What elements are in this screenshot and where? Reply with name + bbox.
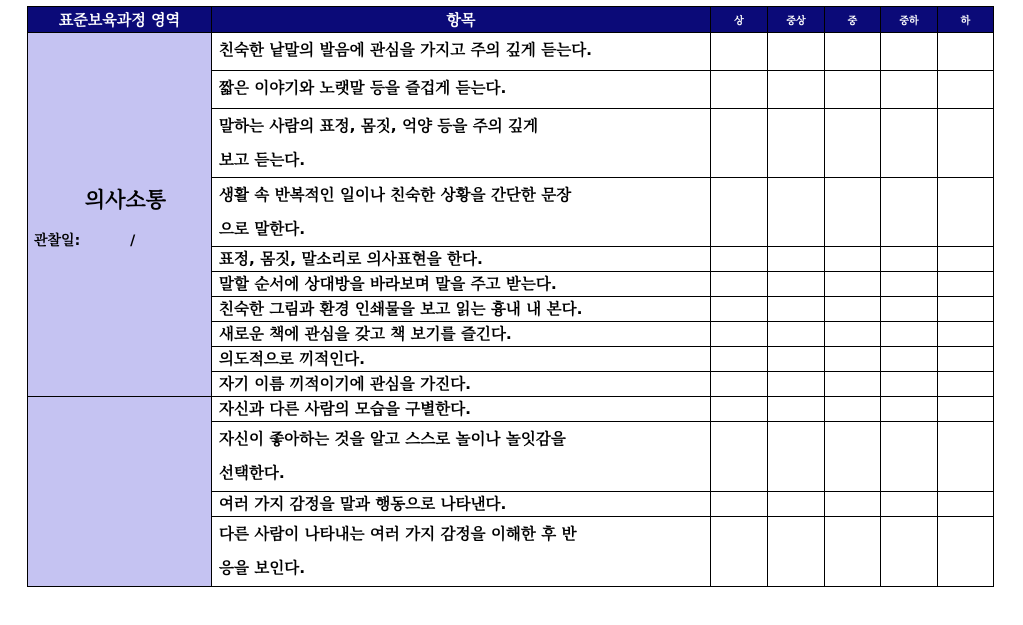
rating-cell[interactable] [711, 397, 768, 422]
rating-cell[interactable] [768, 71, 825, 109]
rating-cell[interactable] [938, 322, 994, 347]
area-cell-section-2 [28, 397, 212, 587]
rating-cell[interactable] [711, 33, 768, 71]
rating-cell[interactable] [711, 322, 768, 347]
rating-cell[interactable] [711, 109, 768, 178]
assessment-table [27, 6, 994, 587]
rating-cell[interactable] [768, 297, 825, 322]
rating-cell[interactable] [768, 247, 825, 272]
item-text: 말하는 사람의 표정, 몸짓, 억양 등을 주의 깊게 보고 듣는다. [212, 109, 711, 178]
item-text: 말할 순서에 상대방을 바라보며 말을 주고 받는다. [212, 272, 711, 297]
header-area: 표준보육과정 영역 [28, 7, 212, 33]
rating-cell[interactable] [825, 422, 881, 492]
item-text: 표정, 몸짓, 말소리로 의사표현을 한다. [212, 247, 711, 272]
rating-cell[interactable] [825, 492, 881, 517]
rating-cell[interactable] [711, 347, 768, 372]
rating-cell[interactable] [825, 397, 881, 422]
rating-cell[interactable] [881, 33, 938, 71]
table-row [28, 33, 994, 71]
rating-cell[interactable] [938, 178, 994, 247]
item-text: 자신과 다른 사람의 모습을 구별한다. [212, 397, 711, 422]
rating-cell[interactable] [881, 247, 938, 272]
rating-cell[interactable] [825, 178, 881, 247]
item-text: 새로운 책에 관심을 갖고 책 보기를 즐긴다. [212, 322, 711, 347]
rating-cell[interactable] [881, 422, 938, 492]
rating-cell[interactable] [825, 322, 881, 347]
rating-cell[interactable] [768, 492, 825, 517]
rating-cell[interactable] [768, 109, 825, 178]
item-text: 생활 속 반복적인 일이나 친숙한 상황을 간단한 문장 으로 말한다. [212, 178, 711, 247]
rating-cell[interactable] [881, 372, 938, 397]
rating-cell[interactable] [768, 272, 825, 297]
observation-date [28, 230, 211, 250]
rating-cell[interactable] [768, 347, 825, 372]
header-row [28, 7, 994, 33]
rating-cell[interactable] [711, 492, 768, 517]
rating-cell[interactable] [881, 517, 938, 587]
rating-cell[interactable] [825, 247, 881, 272]
rating-cell[interactable] [711, 422, 768, 492]
item-text: 자기 이름 끼적이기에 관심을 가진다. [212, 372, 711, 397]
header-rating-lower-mid: 중하 [881, 7, 938, 33]
rating-cell[interactable] [881, 178, 938, 247]
rating-cell[interactable] [825, 297, 881, 322]
table-row [28, 397, 994, 422]
rating-cell[interactable] [881, 347, 938, 372]
rating-cell[interactable] [825, 272, 881, 297]
rating-cell[interactable] [938, 33, 994, 71]
header-item: 항목 [212, 7, 711, 33]
observation-slash: / [130, 232, 136, 249]
item-text: 여러 가지 감정을 말과 행동으로 나타낸다. [212, 492, 711, 517]
rating-cell[interactable] [938, 247, 994, 272]
rating-cell[interactable] [825, 347, 881, 372]
rating-cell[interactable] [711, 297, 768, 322]
rating-cell[interactable] [768, 517, 825, 587]
rating-cell[interactable] [881, 297, 938, 322]
item-text: 친숙한 낱말의 발음에 관심을 가지고 주의 깊게 듣는다. [212, 33, 711, 71]
rating-cell[interactable] [825, 71, 881, 109]
rating-cell[interactable] [938, 297, 994, 322]
rating-cell[interactable] [881, 492, 938, 517]
rating-cell[interactable] [711, 71, 768, 109]
rating-cell[interactable] [825, 372, 881, 397]
rating-cell[interactable] [881, 272, 938, 297]
rating-cell[interactable] [938, 372, 994, 397]
rating-cell[interactable] [768, 397, 825, 422]
item-text: 짧은 이야기와 노랫말 등을 즐겁게 듣는다. [212, 71, 711, 109]
rating-cell[interactable] [825, 33, 881, 71]
rating-cell[interactable] [768, 322, 825, 347]
rating-cell[interactable] [711, 372, 768, 397]
rating-cell[interactable] [825, 109, 881, 178]
rating-cell[interactable] [938, 517, 994, 587]
rating-cell[interactable] [881, 109, 938, 178]
observation-label: 관찰일: [34, 232, 81, 249]
rating-cell[interactable] [711, 517, 768, 587]
header-rating-upper-mid: 중상 [768, 7, 825, 33]
rating-cell[interactable] [768, 33, 825, 71]
area-title: 의사소통 [84, 187, 167, 212]
item-text: 자신이 좋아하는 것을 알고 스스로 놀이나 놀잇감을 선택한다. [212, 422, 711, 492]
rating-cell[interactable] [768, 178, 825, 247]
rating-cell[interactable] [881, 397, 938, 422]
header-rating-low: 하 [938, 7, 994, 33]
rating-cell[interactable] [938, 397, 994, 422]
header-rating-mid: 중 [825, 7, 881, 33]
rating-cell[interactable] [938, 347, 994, 372]
item-text: 의도적으로 끼적인다. [212, 347, 711, 372]
item-text: 친숙한 그림과 환경 인쇄물을 보고 읽는 흉내 내 본다. [212, 297, 711, 322]
rating-cell[interactable] [938, 422, 994, 492]
header-rating-high: 상 [711, 7, 768, 33]
rating-cell[interactable] [938, 109, 994, 178]
rating-cell[interactable] [768, 422, 825, 492]
rating-cell[interactable] [881, 71, 938, 109]
rating-cell[interactable] [711, 247, 768, 272]
rating-cell[interactable] [938, 272, 994, 297]
rating-cell[interactable] [825, 517, 881, 587]
rating-cell[interactable] [938, 492, 994, 517]
rating-cell[interactable] [881, 322, 938, 347]
rating-cell[interactable] [711, 178, 768, 247]
assessment-sheet [27, 6, 994, 587]
rating-cell[interactable] [711, 272, 768, 297]
item-text: 다른 사람이 나타내는 여러 가지 감정을 이해한 후 반 응을 보인다. [212, 517, 711, 587]
rating-cell[interactable] [938, 71, 994, 109]
area-cell-communication [28, 33, 212, 397]
rating-cell[interactable] [768, 372, 825, 397]
